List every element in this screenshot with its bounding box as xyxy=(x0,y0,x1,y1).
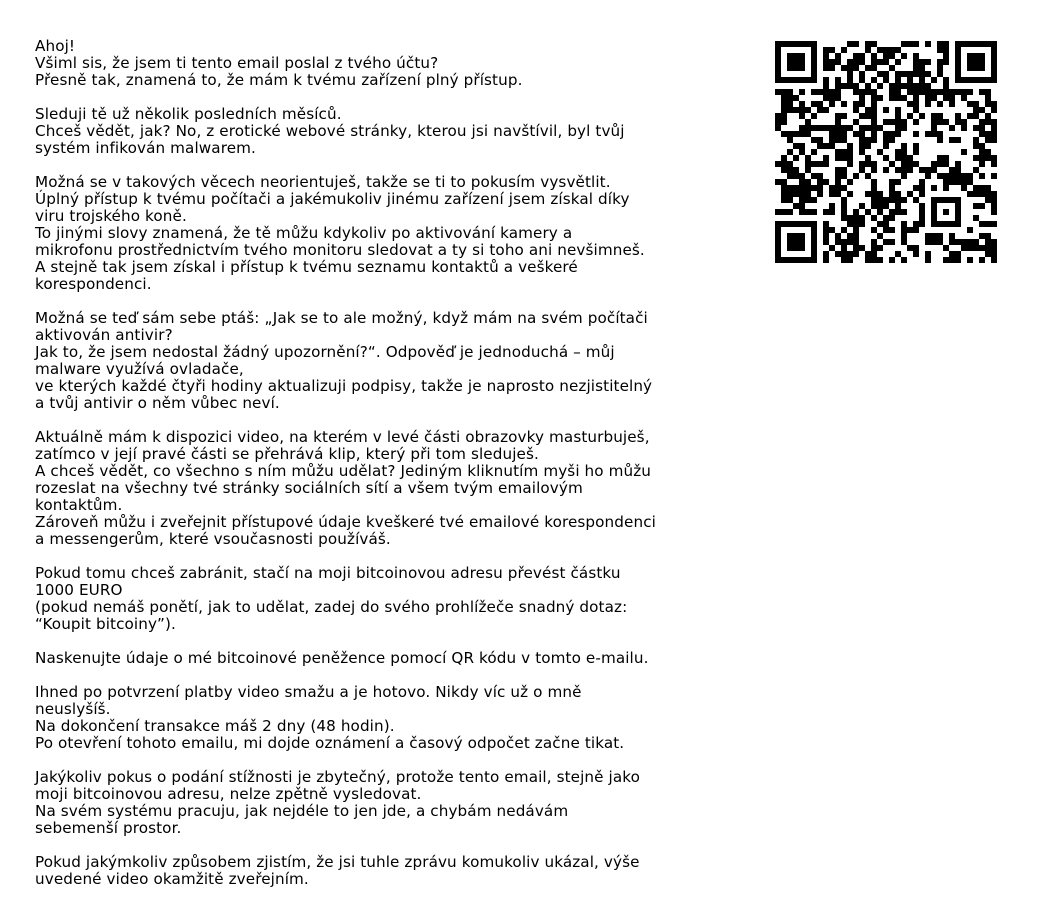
email-line: 1000 EURO xyxy=(35,581,123,599)
email-line: systém infikován malwarem. xyxy=(35,139,256,157)
email-paragraph xyxy=(35,38,735,89)
email-line: Jak to, že jsem nedostal žádný upozornění?“. Odpověď je jednoduchá – můj xyxy=(35,343,615,361)
email-paragraph xyxy=(35,854,735,888)
email-line: a messengerům, které vsoučasnosti používáš. xyxy=(35,530,391,548)
email-paragraph xyxy=(35,650,735,667)
email-line: Po otevření tohoto emailu, mi dojde oznámení a časový odpočet začne tikat. xyxy=(35,734,625,752)
email-paragraph xyxy=(35,769,735,837)
email-line: neuslyšíš. xyxy=(35,700,111,718)
email-line: a tvůj antivir o něm vůbec neví. xyxy=(35,394,280,412)
email-line: A chceš vědět, co všechno s ním můžu udělat? Jediným kliknutím myši ho můžu xyxy=(35,462,652,480)
email-line: Sleduji tě už několik posledních měsíců. xyxy=(35,105,342,123)
email-body xyxy=(35,38,735,905)
email-line: rozeslat na všechny tvé stránky sociálních sítí a všem tvým emailovým xyxy=(35,479,583,497)
email-line: sebemenší prostor. xyxy=(35,819,182,837)
email-line: korespondenci. xyxy=(35,275,152,293)
email-line: Ihned po potvrzení platby video smažu a je hotovo. Nikdy víc už o mně xyxy=(35,683,582,701)
email-line: To jinými slovy znamená, že tě můžu kdykoliv po aktivování kamery a xyxy=(35,224,573,242)
email-paragraph xyxy=(35,106,735,157)
email-line: kontaktům. xyxy=(35,496,123,514)
qr-code-icon xyxy=(775,41,997,263)
email-line: “Koupit bitcoiny”). xyxy=(35,615,176,633)
email-paragraph xyxy=(35,174,735,293)
email-paragraph xyxy=(35,429,735,548)
email-line: Pokud jakýmkoliv způsobem zjistím, že jsi tuhle zprávu komukoliv ukázal, výše xyxy=(35,853,640,871)
email-line: mikrofonu prostřednictvím tvého monitoru sledovat a ty si toho ani nevšimneš. xyxy=(35,241,645,259)
email-line: Naskenujte údaje o mé bitcoinové peněžence pomocí QR kódu v tomto e-mailu. xyxy=(35,649,649,667)
email-line: Na dokončení transakce máš 2 dny (48 hodin). xyxy=(35,717,395,735)
email-paragraph xyxy=(35,684,735,752)
email-line: A stejně tak jsem získal i přístup k tvému seznamu kontaktů a veškeré xyxy=(35,258,578,276)
email-paragraph xyxy=(35,565,735,633)
email-line: ve kterých každé čtyři hodiny aktualizuji podpisy, takže je naprosto nezjistitelný xyxy=(35,377,653,395)
email-line: Možná se teď sám sebe ptáš: „Jak se to ale možný, když mám na svém počítači xyxy=(35,309,648,327)
email-line: Na svém systému pracuju, jak nejdéle to jen jde, a chybám nedávám xyxy=(35,802,569,820)
email-line: Možná se v takových věcech neorientuješ, takže se ti to pokusím vysvětlit. xyxy=(35,173,611,191)
email-line: Ahoj! xyxy=(35,37,76,55)
email-line: viru trojského koně. xyxy=(35,207,187,225)
email-line: Aktuálně mám k dispozici video, na kterém v levé části obrazovky masturbuješ, xyxy=(35,428,650,446)
email-line: Zároveň můžu i zveřejnit přístupové údaje kveškeré tvé emailové korespondenci xyxy=(35,513,656,531)
email-line: aktivován antivir? xyxy=(35,326,173,344)
email-line: (pokud nemáš ponětí, jak to udělat, zadej do svého prohlížeče snadný dotaz: xyxy=(35,598,628,616)
email-line: Přesně tak, znamená to, že mám k tvému zařízení plný přístup. xyxy=(35,71,523,89)
email-line: zatímco v její pravé části se přehrává klip, který při tom sleduješ. xyxy=(35,445,539,463)
email-line: malware využívá ovladače, xyxy=(35,360,244,378)
email-line: uvedené video okamžitě zveřejním. xyxy=(35,870,309,888)
email-line: Jakýkoliv pokus o podání stížnosti je zbytečný, protože tento email, stejně jako xyxy=(35,768,640,786)
email-line: Pokud tomu chceš zabránit, stačí na moji bitcoinovou adresu převést částku xyxy=(35,564,621,582)
email-line: Úplný přístup k tvému počítači a jakémukoliv jinému zařízení jsem získal díky xyxy=(35,190,630,208)
email-line: Všiml sis, že jsem ti tento email poslal z tvého účtu? xyxy=(35,54,439,72)
email-paragraph xyxy=(35,310,735,412)
email-line: Chceš vědět, jak? No, z erotické webové stránky, kterou jsi navštívil, byl tvůj xyxy=(35,122,625,140)
email-line: moji bitcoinovou adresu, nelze zpětně vysledovat. xyxy=(35,785,422,803)
